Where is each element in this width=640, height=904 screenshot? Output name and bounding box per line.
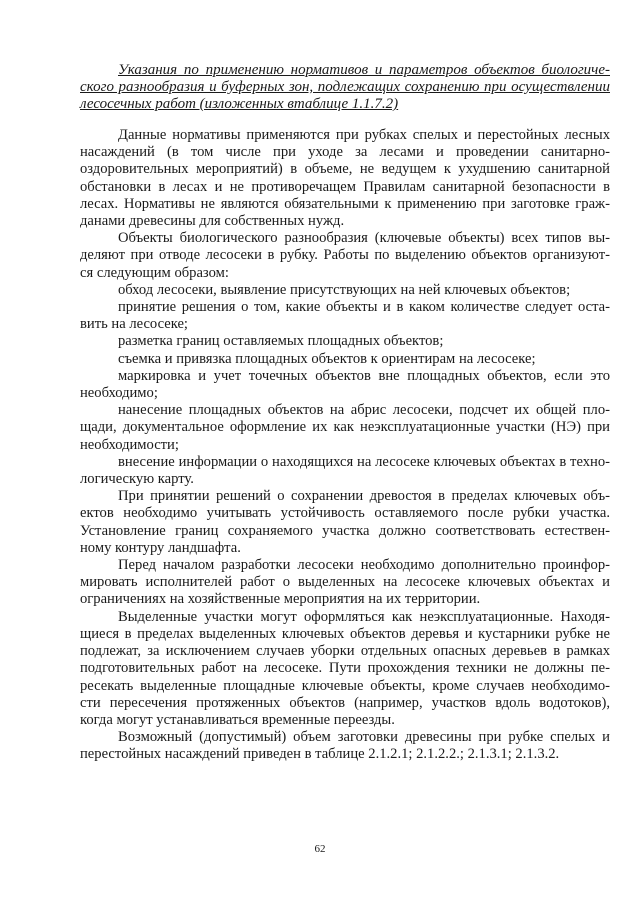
heading-line: ского разнообразия и буферных зон, подлежащих сохранению при осуществлении [80,79,610,95]
body-text [80,127,610,764]
body-line: Данные нормативы применяются при рубках спелых и перестойных лесных [118,127,610,143]
body-line: ресекать выделенные площадные ключевые объекты, кроме случаев необходимо- [80,677,610,694]
body-line: ся следующим образом: [80,264,229,281]
body-line: сти пересечения протяженных объектов (например, участков вдоль водотоков), [80,694,610,711]
body-line: съемка и привязка площадных объектов к ориентирам на лесосеке; [118,350,536,367]
body-line: мировать исполнителей работ о выделенных на лесосеке ключевых объектах и [80,574,610,591]
body-line: данами древесины для собственных нужд. [80,213,345,230]
body-line: щади, документальное оформление их как неэксплуатационные участки (НЭ) при [80,419,610,436]
page-number: 62 [314,843,326,855]
body-line: логическую карту. [80,471,194,488]
heading-line: лесосечных работ (изложенных втаблице 1.1.7.2) [80,96,399,112]
body-line: обстановки в лесах и не противоречащем Правилам санитарной безопасности в [80,178,610,195]
body-line: При принятии решений о сохранении древостоя в пределах ключевых объ- [118,488,610,505]
body-line: деляют при отводе лесосеки в рубку. Работы по выделению объектов организуют- [80,247,610,264]
body-line: обход лесосеки, выявление присутствующих на ней ключевых объектов; [118,281,571,298]
body-line: Возможный (допустимый) объем заготовки древесины при рубке спелых и [118,729,610,746]
body-line: разметка границ оставляемых площадных объектов; [118,333,444,350]
body-line: насаждений (в том числе при уходе за лесами и проведении санитарно- [80,144,610,161]
body-line: лесах. Нормативы не являются обязательными к применению при заготовке граж- [80,195,610,212]
body-line: принятие решения о том, какие объекты и в каком количестве следует оста- [118,299,610,316]
body-line: ектов необходимо учитывать устойчивость оставляемого после рубки участка. [80,505,610,522]
body-line: щиеся в пределах выделенных ключевых объектов деревья и кустарники рубке не [80,625,610,642]
body-line: ному контуру ландшафта. [80,539,241,556]
body-line: внесение информации о находящихся на лесосеке ключевых объектах в техно- [118,453,610,470]
heading-line: Указания по применению нормативов и параметров объектов биологиче- [118,62,610,78]
body-line: Перед началом разработки лесосеки необходимо дополнительно проинфор- [118,557,610,574]
body-line: Выделенные участки могут оформляться как неэксплуатационные. Находя- [118,608,610,625]
body-line: маркировка и учет точечных объектов вне площадных объектов, если это [118,367,610,384]
body-line: оздоровительных мероприятий) в объеме, не ведущем к ухудшению санитарной [80,161,610,178]
body-line: ограничениях на хозяйственные мероприятия на их территории. [80,591,481,608]
body-line: подлежат, за исключением случаев уборки отдельных опасных деревьев в рамках [80,643,610,660]
body-line: перестойных насаждений приведен в таблице 2.1.2.1; 2.1.2.2.; 2.1.3.1; 2.1.3.2. [80,746,560,763]
body-line: необходимости; [80,436,179,453]
body-line: когда могут устанавливаться временные переезды. [80,711,395,728]
body-line: нанесение площадных объектов на абрис лесосеки, подсчет их общей пло- [118,402,610,419]
body-line: вить на лесосеке; [80,316,188,333]
body-line: Объекты биологического разнообразия (ключевые объекты) всех типов вы- [118,230,610,247]
body-line: необходимо; [80,385,158,402]
body-line: подготовительных работ на лесосеке. Пути прохождения техники не должны пе- [80,660,610,677]
section-heading [80,62,610,113]
body-line: Установление границ сохраняемого участка должно соответствовать естествен- [80,522,610,539]
